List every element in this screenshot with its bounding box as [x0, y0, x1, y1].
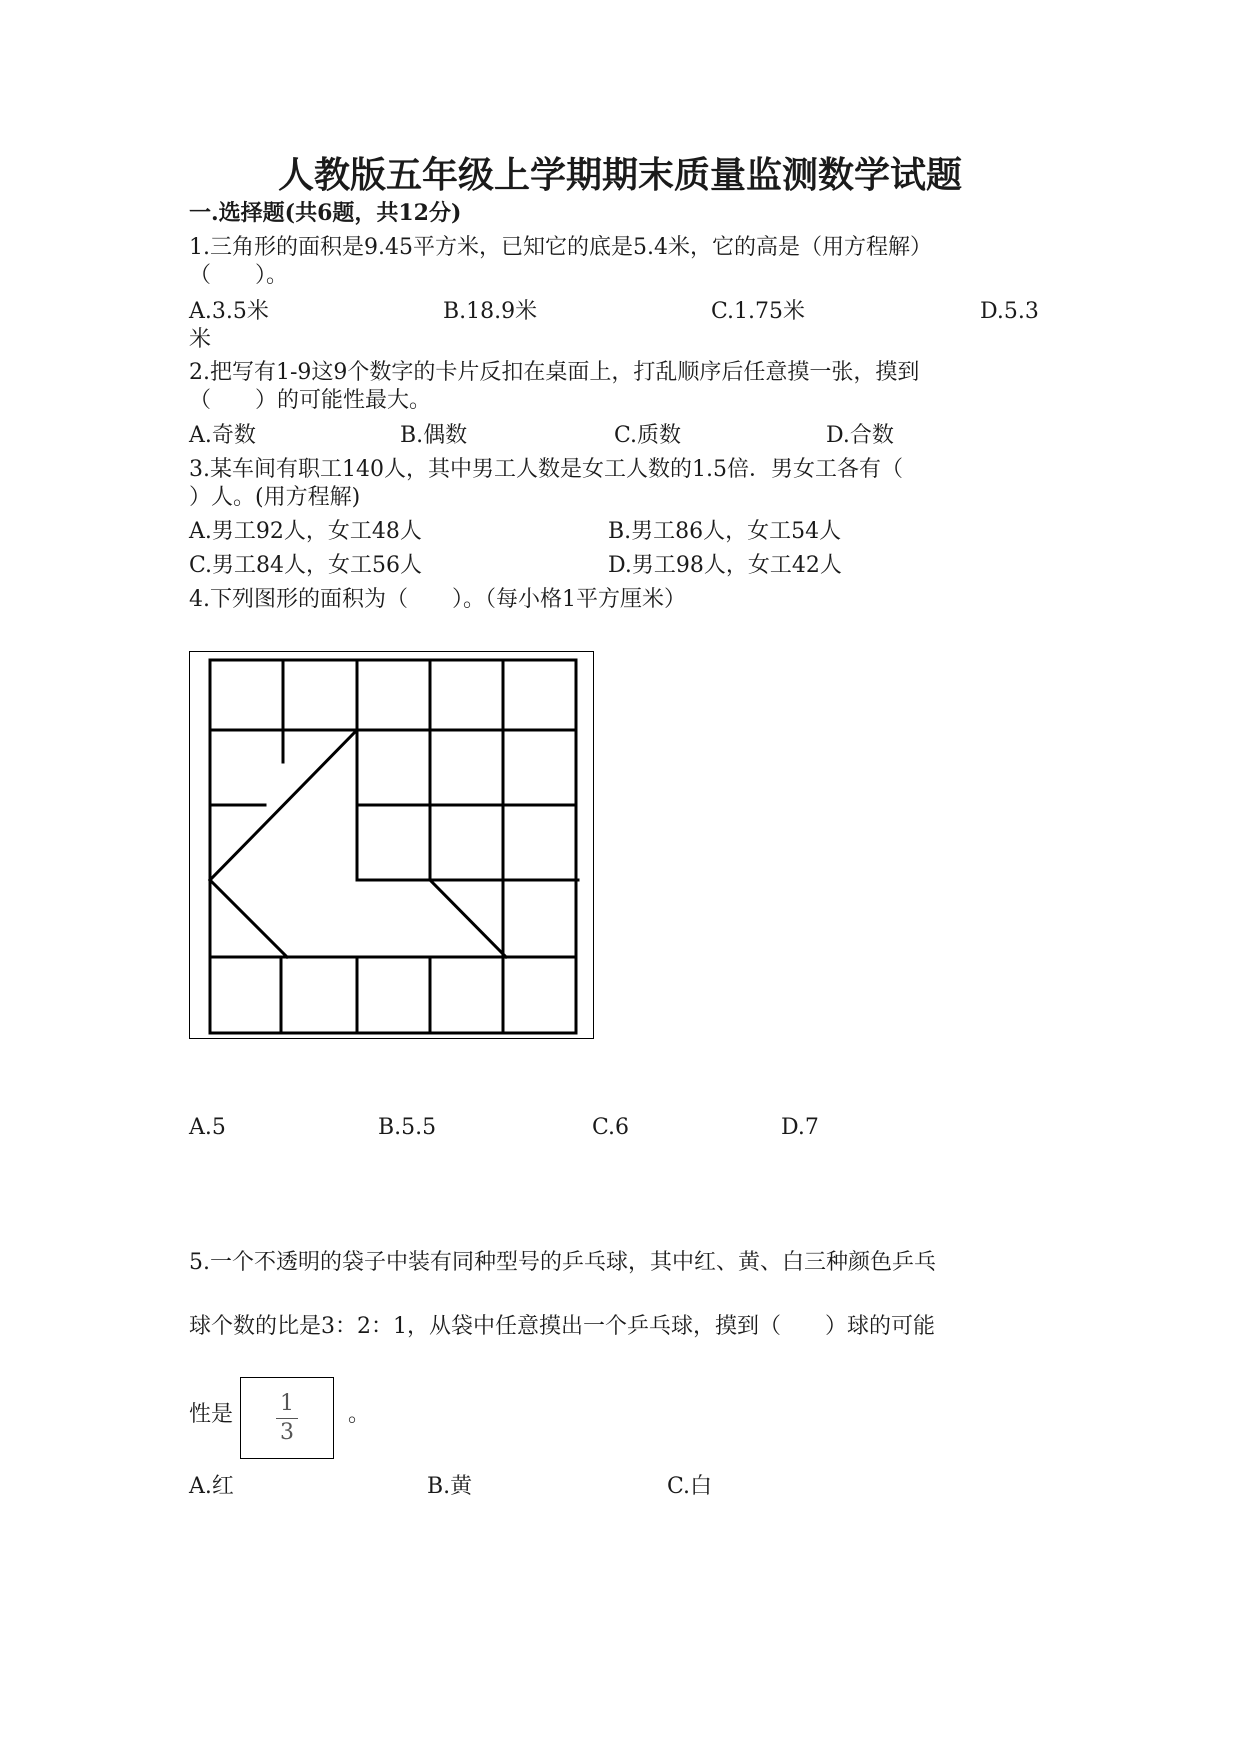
q1-option-d-wrap: 米 — [189, 327, 212, 352]
q5-option-c: C.白 — [667, 1474, 713, 1499]
page-title: 人教版五年级上学期期末质量监测数学试题 — [277, 154, 962, 196]
question-1-blank: （ ）。 — [189, 263, 289, 288]
q2-option-c: C.质数 — [614, 423, 682, 448]
q5-option-b: B.黄 — [427, 1474, 473, 1499]
q3-option-d: D.男工98人，女工42人 — [608, 553, 842, 578]
fraction-denominator: 3 — [280, 1419, 294, 1445]
question-5-text: 5.一个不透明的袋子中装有同种型号的乒乓球，其中红、黄、白三种颜色乒乓 — [189, 1250, 936, 1275]
q2-option-d: D.合数 — [826, 423, 894, 448]
section-heading: 一.选择题(共6题，共12分) — [189, 200, 462, 226]
fraction-bar — [276, 1418, 298, 1419]
q4-option-c: C.6 — [592, 1115, 630, 1140]
q2-option-b: B.偶数 — [400, 423, 468, 448]
q4-option-d: D.7 — [781, 1115, 819, 1140]
q3-option-a: A.男工92人，女工48人 — [189, 519, 422, 544]
q1-option-b: B.18.9米 — [443, 299, 538, 324]
q2-option-a: A.奇数 — [189, 423, 256, 448]
question-3-blank: ）人。(用方程解) — [189, 485, 361, 510]
grid-figure — [189, 651, 594, 1039]
question-3-text: 3.某车间有职工140人，其中男工人数是女工人数的1.5倍．男女工各有（ — [189, 457, 903, 482]
question-5-text-2: 球个数的比是3：2：1，从袋中任意摸出一个乒乓球，摸到（ ）球的可能 — [189, 1314, 935, 1339]
question-2-blank: （ ）的可能性最大。 — [189, 388, 432, 413]
question-5-suffix: 。 — [348, 1402, 371, 1427]
q3-option-b: B.男工86人，女工54人 — [608, 519, 842, 544]
fraction-numerator: 1 — [280, 1390, 294, 1416]
q3-option-c: C.男工84人，女工56人 — [189, 553, 423, 578]
question-4-text: 4.下列图形的面积为（ ）。（每小格1平方厘米） — [189, 587, 686, 612]
q1-option-d: D.5.3 — [980, 299, 1039, 324]
question-5-prefix: 性是 — [189, 1402, 234, 1427]
question-2-text: 2.把写有1-9这9个数字的卡片反扣在桌面上，打乱顺序后任意摸一张，摸到 — [189, 360, 920, 385]
q4-option-b: B.5.5 — [378, 1115, 437, 1140]
q1-option-a: A.3.5米 — [189, 299, 269, 324]
q4-option-a: A.5 — [189, 1115, 226, 1140]
q1-option-c: C.1.75米 — [711, 299, 806, 324]
q5-option-a: A.红 — [189, 1474, 234, 1499]
fraction-box — [240, 1377, 334, 1459]
question-1-text: 1.三角形的面积是9.45平方米，已知它的底是5.4米，它的高是（用方程解） — [189, 235, 932, 260]
